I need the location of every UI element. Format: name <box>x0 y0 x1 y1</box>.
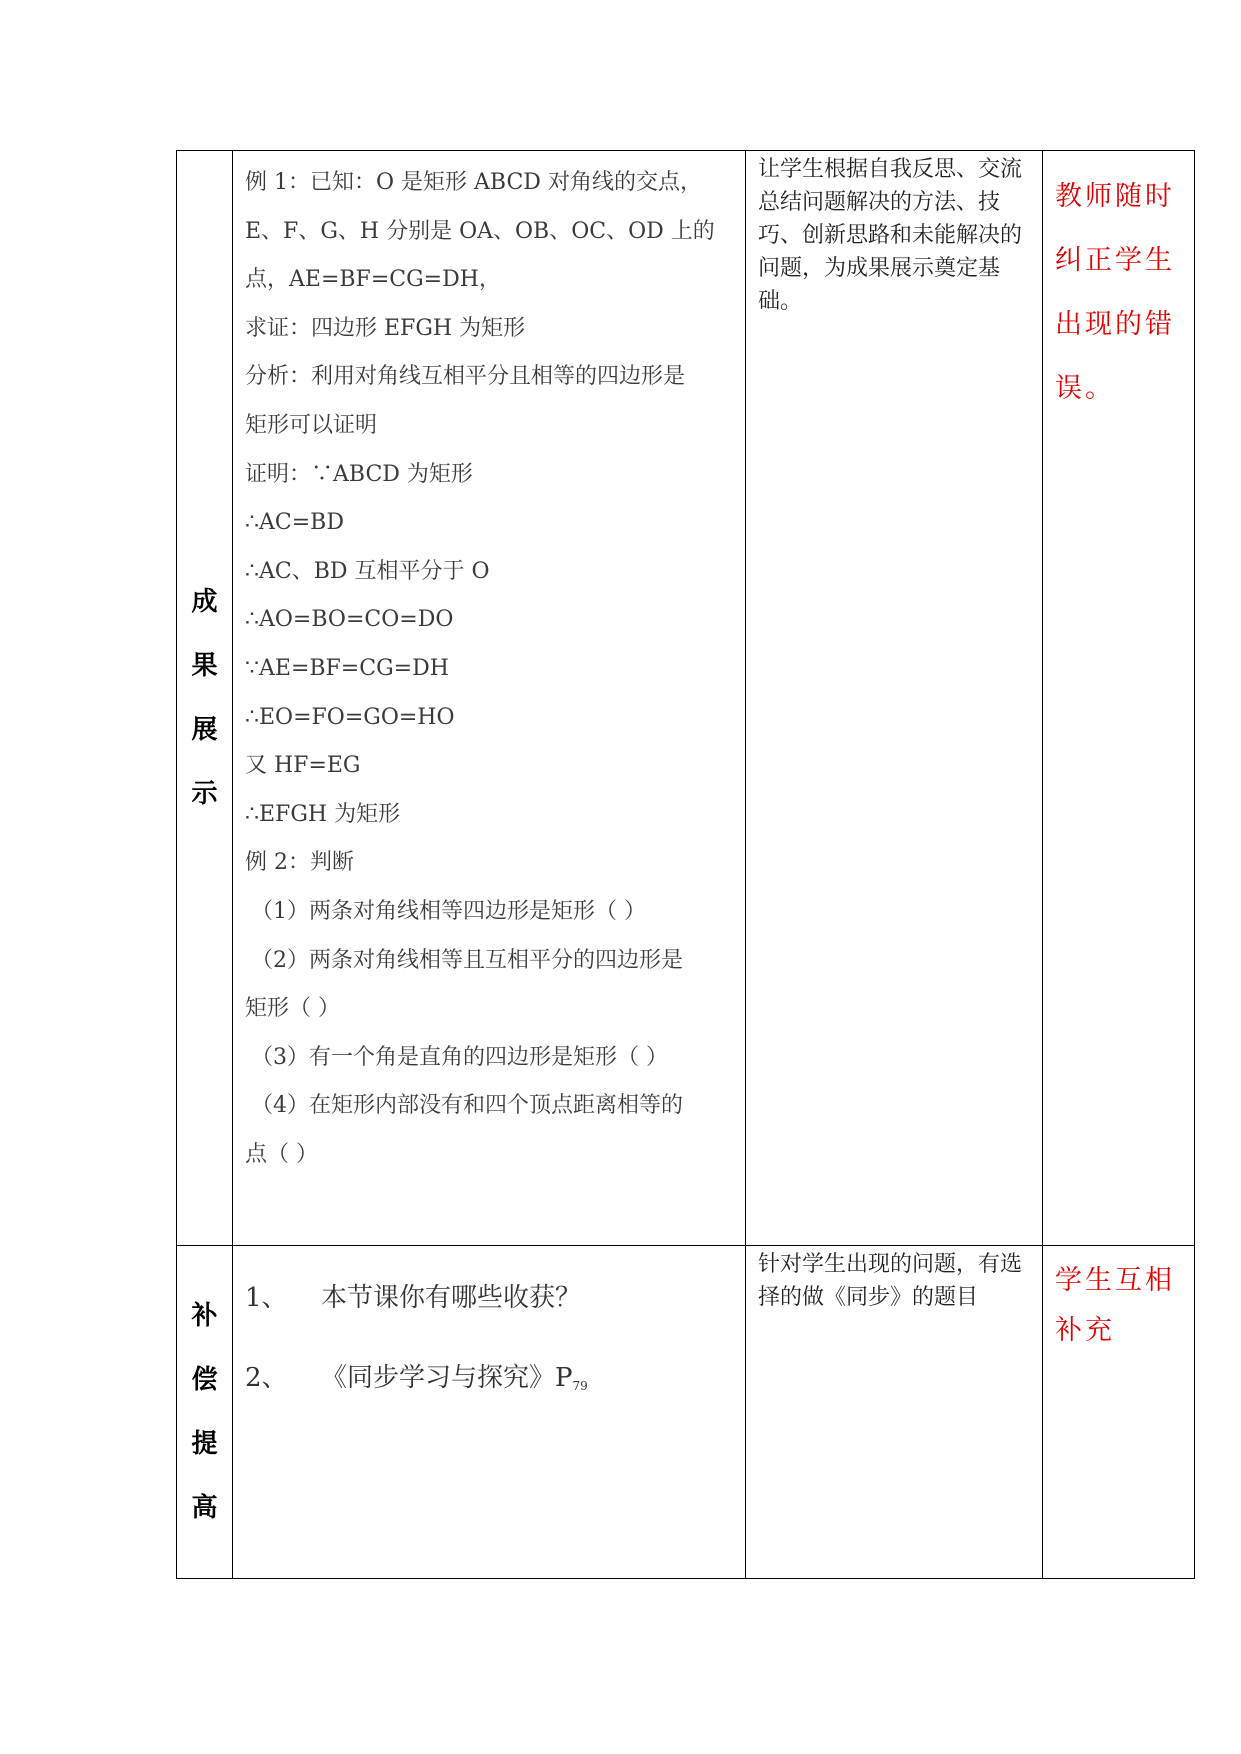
section-label-improve <box>177 1246 233 1579</box>
label-char: 成 <box>191 587 218 617</box>
content-line: ∴AC、BD 互相平分于 O <box>245 558 490 584</box>
results-teacher-note: 教师随时纠正学生出现的错误。 <box>1043 151 1195 1246</box>
content-line: 证明：∵ABCD 为矩形 <box>245 461 473 487</box>
content-line: 例 2：判断 <box>245 850 354 876</box>
section-results-row <box>177 151 1195 1246</box>
lesson-plan-table <box>176 150 1195 1579</box>
content-line: 分析：利用对角线互相平分且相等的四边形是 <box>245 364 686 390</box>
results-content <box>233 151 746 1246</box>
improve-content <box>233 1246 746 1579</box>
label-char: 高 <box>191 1493 218 1523</box>
content-line: （4）在矩形内部没有和四个顶点距离相等的 <box>251 1093 683 1119</box>
item-number: 1、 <box>245 1283 288 1313</box>
content-line: 又 HF=EG <box>245 753 361 779</box>
content-line: （3）有一个角是直角的四边形是矩形（ ） <box>251 1044 668 1070</box>
section-improve-row <box>177 1246 1195 1579</box>
results-method-note: 让学生根据自我反思、交流总结问题解决的方法、技巧、创新思路和未能解决的问题，为成果展示奠定基础。 <box>746 151 1043 1246</box>
improve-method-note: 针对学生出现的问题，有选择的做《同步》的题目 <box>746 1246 1043 1579</box>
content-line: （2）两条对角线相等且互相平分的四边形是 <box>251 947 683 973</box>
content-line: ∴EO=FO=GO=HO <box>245 704 455 730</box>
content-line: ∴AC=BD <box>245 510 344 536</box>
label-char: 提 <box>191 1429 218 1459</box>
page-subscript: 79 <box>572 1379 588 1393</box>
section-label-results <box>177 151 233 1246</box>
improve-item <box>245 1338 735 1426</box>
label-char: 偿 <box>191 1365 218 1395</box>
content-line: ∴EFGH 为矩形 <box>245 801 401 827</box>
content-line: 求证：四边形 EFGH 为矩形 <box>245 315 526 341</box>
label-char: 示 <box>191 779 218 809</box>
improve-item <box>245 1258 735 1338</box>
content-line: ∴AO=BO=CO=DO <box>245 607 454 633</box>
content-line: E、F、G、H 分别是 OA、OB、OC、OD 上的 <box>245 218 715 244</box>
content-line: ∵AE=BF=CG=DH <box>245 655 449 681</box>
content-line: 例 1：已知：O 是矩形 ABCD 对角线的交点， <box>245 170 702 195</box>
content-line: 点（ ） <box>245 1141 318 1167</box>
content-line: （1）两条对角线相等四边形是矩形（ ） <box>251 898 646 924</box>
item-text: 《同步学习与探究》P <box>321 1363 573 1393</box>
improve-teacher-note: 学生互相补充 <box>1043 1246 1195 1579</box>
content-line: 点，AE=BF=CG=DH， <box>245 267 501 293</box>
label-char: 展 <box>191 715 218 745</box>
content-line: 矩形（ ） <box>245 996 340 1022</box>
item-text: 本节课你有哪些收获？ <box>321 1283 582 1313</box>
item-number: 2、 <box>245 1363 288 1393</box>
content-line: 矩形可以证明 <box>245 412 378 438</box>
label-char: 果 <box>191 651 218 681</box>
label-char: 补 <box>191 1301 218 1331</box>
